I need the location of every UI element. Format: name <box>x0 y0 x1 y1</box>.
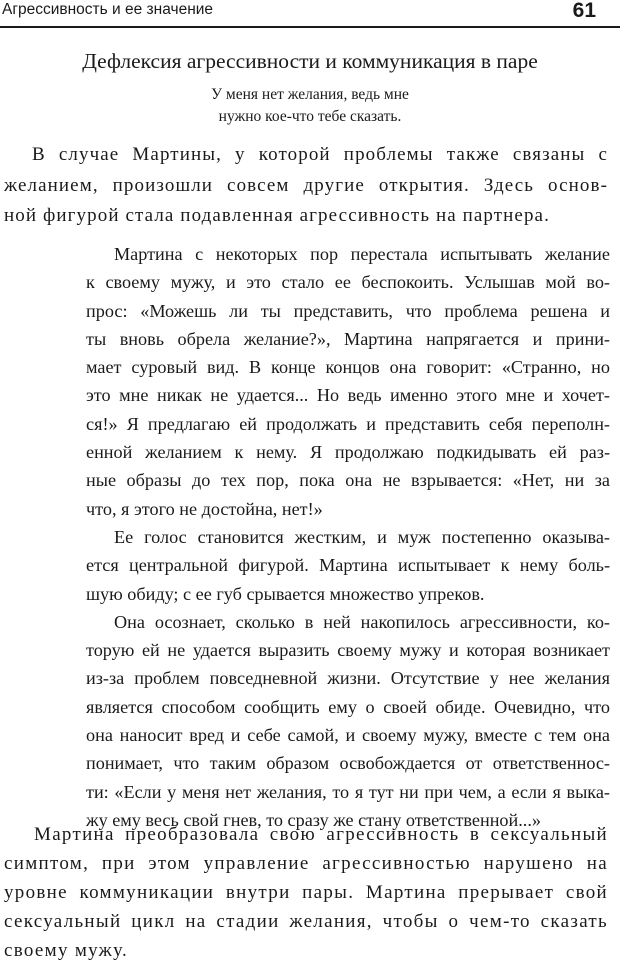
text-line: из-за проблем повседневной жизни. Отсутствие у нее желания <box>86 668 610 689</box>
text-line: ты вновь обрела желание?», Мартина напрягается и прини- <box>86 328 610 349</box>
header-rule <box>0 26 620 28</box>
running-head: Агрессивность и ее значение <box>2 1 214 18</box>
text-line: это мне никак не удается... Но ведь именно этого мне и хочет- <box>86 385 610 406</box>
case-study <box>86 240 610 834</box>
text-line: что, я этого не достойна, нет!» <box>86 498 323 519</box>
text-line: сексуальный цикл на стадии желания, чтобы о чем-то сказать <box>4 911 608 932</box>
text-line: своему мужу. <box>4 940 129 961</box>
epigraph <box>0 84 620 128</box>
text-line: ся!» Я предлагаю ей продолжать и представить себя переполн- <box>86 413 610 434</box>
text-line: В случае Мартины, у которой проблемы также связаны с <box>32 144 608 165</box>
epigraph-line: У меня нет желания, ведь мне <box>211 86 409 103</box>
text-line: Мартина с некоторых пор перестала испытывать желание <box>114 244 610 264</box>
text-line: прос: «Можешь ли ты представить, что проблема решена и <box>86 300 610 321</box>
intro-paragraph <box>4 140 608 232</box>
text-line: уровне коммуникации внутри пары. Мартина прерывает свой <box>4 882 608 903</box>
text-line: енной желанием к нему. Я продолжаю подкидывать ей раз- <box>86 442 610 463</box>
text-line: желанием, произошли совсем другие открытия. Здесь основ- <box>4 174 608 196</box>
text-line: Мартина преобразовала свою агрессивность в сексуальный <box>34 824 608 845</box>
case-paragraph <box>86 608 610 834</box>
text-line: торую ей не удается выразить своему мужу и которая возникает <box>86 640 610 661</box>
section-title: Дефлексия агрессивности и коммуникация в паре <box>82 49 538 73</box>
text-line: ной фигурой стала подавленная агрессивность на партнера. <box>4 205 550 226</box>
text-line: к своему мужу, и это стало ее беспокоить. Услышав мой во- <box>86 272 610 293</box>
page-number: 61 <box>572 0 596 22</box>
text-line: Она осознает, сколько в ней накопилось агрессивности, ко- <box>114 611 610 632</box>
text-line: шую обиду; с ее губ срывается множество упреков. <box>86 583 485 604</box>
conclusion-paragraph <box>4 820 608 965</box>
text-line: мает суровый вид. В конце концов она говорит: «Странно, но <box>86 357 610 378</box>
text-line: является способом сообщить ему о своей обиде. Очевидно, что <box>86 696 610 717</box>
case-paragraph <box>86 523 610 608</box>
text-line: она наносит вред и себе самой, и своему мужу, вместе с тем она <box>86 725 610 746</box>
epigraph-line: нужно кое-что тебе сказать. <box>218 108 402 125</box>
text-line: ти: «Если у меня нет желания, то я тут ни при чем, а если я выка- <box>86 781 610 802</box>
text-line: понимает, что таким образом освобождается от ответственнос- <box>86 753 610 774</box>
case-paragraph <box>86 240 610 523</box>
text-line: ется центральной фигурой. Мартина испытывает к нему боль- <box>86 555 610 576</box>
text-line: симптом, при этом управление агрессивностью нарушено на <box>4 853 608 874</box>
text-line: Ее голос становится жестким, и муж постепенно оказыва- <box>114 526 610 547</box>
text-line: жу ему весь свой гнев, то сразу же стану ответственной...» <box>86 809 541 830</box>
text-line: ные образы до тех пор, пока она не взрывается: «Нет, ни за <box>86 470 610 491</box>
